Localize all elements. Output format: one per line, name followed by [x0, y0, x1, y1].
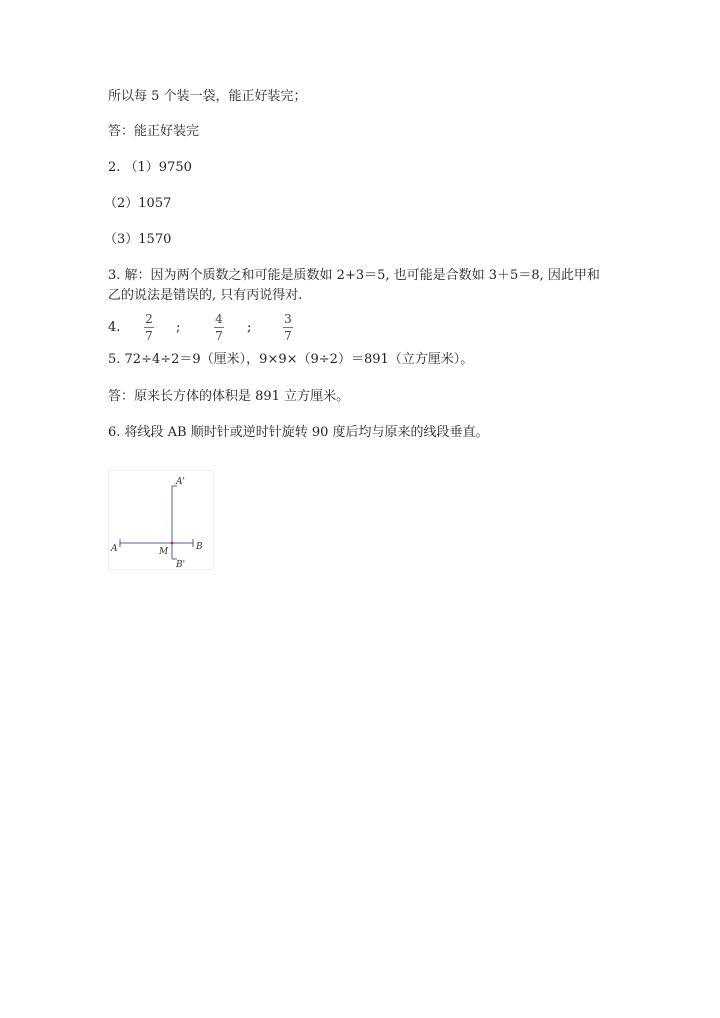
q3-solution: 3. 解：因为两个质数之和可能是质数如 2+3＝5, 也可能是合数如 3＋5＝8, 因此甲和乙的说法是错误的, 只有丙说得对. — [108, 268, 600, 303]
fraction-1-numerator: 2 — [145, 312, 153, 326]
label-b: B — [196, 542, 203, 552]
answer-line-1: 答：能正好装完 — [108, 124, 200, 139]
fraction-1-bar — [144, 327, 154, 328]
point-m — [171, 542, 174, 545]
q2-part2: （2）1057 — [104, 196, 172, 211]
q2-part1: 2. （1）9750 — [108, 160, 192, 175]
fraction-1 — [144, 312, 154, 343]
fraction-1-denominator: 7 — [145, 329, 153, 343]
separator-2: ; — [247, 320, 252, 335]
q2-part3: （3）1570 — [104, 232, 172, 247]
fraction-2-bar — [214, 327, 224, 328]
fraction-3 — [283, 312, 293, 343]
rotation-figure — [108, 470, 214, 570]
label-b-prime: B' — [176, 560, 186, 570]
fraction-3-denominator: 7 — [284, 329, 292, 343]
answer-line-2: 答：原来长方体的体积是 891 立方厘米。 — [108, 389, 350, 404]
q4-label: 4. — [108, 320, 121, 335]
label-a: A — [111, 544, 118, 554]
fraction-2-denominator: 7 — [215, 329, 223, 343]
fraction-3-bar — [283, 327, 293, 328]
label-a-prime: A' — [176, 477, 185, 487]
fraction-2 — [214, 312, 224, 343]
fraction-3-numerator: 3 — [284, 312, 292, 326]
label-m: M — [159, 547, 169, 557]
rotation-diagram — [108, 470, 214, 570]
q6-solution: 6. 将线段 AB 顺时针或逆时针旋转 90 度后均与原来的线段垂直。 — [108, 425, 489, 440]
separator-1: ; — [176, 320, 181, 335]
fraction-2-numerator: 4 — [215, 312, 223, 326]
text-line-1: 所以每 5 个装一袋，能正好装完； — [108, 89, 307, 104]
q5-solution: 5. 72÷4÷2＝9（厘米），9×9×（9÷2）＝891（立方厘米）。 — [108, 352, 474, 367]
